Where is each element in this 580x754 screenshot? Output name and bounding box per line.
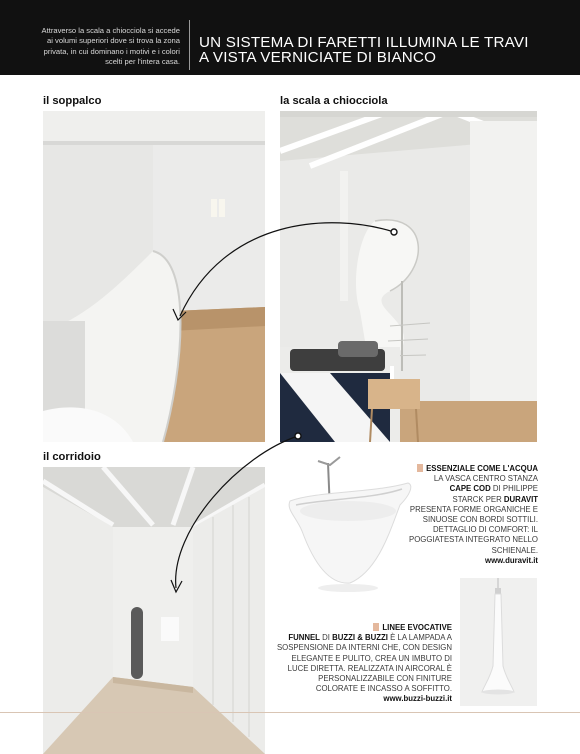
accent-bar (373, 623, 379, 631)
product-name: CAPE COD (449, 484, 491, 494)
caption-body: PRESENTA FORME ORGANICHE E SINUOSE CON BORDI SOTTILI. DETTAGLIO DI COMFORT: IL POGGIATESTA INTEGRATO NELLO SCHIENALE. (409, 504, 538, 555)
caption-by: DI (322, 633, 330, 643)
website-link[interactable]: www.duravit.it (485, 555, 538, 565)
section-label-soppalco: il soppalco (43, 95, 102, 107)
product-lamp-image (460, 578, 537, 706)
intro-text: Attraverso la scala a chiocciola si accede ai volumi superiori dove si trova la zona privata, in cui dominano i motivi e i colori scelti per l'intera casa. (41, 26, 180, 67)
caption-bathtub (400, 464, 538, 566)
caption-body: È LA LAMPADA A SOSPENSIONE DA INTERNI CHE, CON DESIGN ELEGANTE E PULITO, CREA UN IMBUTO DI LUCE DIRETTA. REALIZZATA IN AIRCORAL È PERSONALIZZABILE CON FINITURE COLORATE E INCASSO A SOFFITTO. (276, 633, 452, 694)
brand-name: BUZZI & BUZZI (332, 633, 388, 643)
caption-lamp (276, 623, 452, 705)
caption-line: LA VASCA CENTRO STANZA (433, 474, 538, 484)
caption-designer: STARCK PER (452, 494, 502, 504)
section-label-scala: la scala a chiocciola (280, 95, 388, 107)
photo-soppalco (43, 111, 265, 442)
header-band (0, 0, 580, 75)
website-link[interactable]: www.buzzi-buzzi.it (383, 694, 452, 704)
headline: UN SISTEMA DI FARETTI ILLUMINA LE TRAVI A VISTA VERNICIATE DI BIANCO (199, 34, 529, 66)
product-name: FUNNEL (288, 633, 320, 643)
photo-corridoio (43, 467, 265, 754)
brand-name: DURAVIT (503, 494, 538, 504)
caption-title: ESSENZIALE COME L'ACQUA (426, 464, 538, 473)
accent-bar (417, 464, 423, 472)
header-divider (189, 20, 190, 70)
caption-by: DI PHILIPPE (492, 484, 538, 494)
photo-scala (280, 111, 537, 442)
caption-title: LINEE EVOCATIVE (382, 623, 452, 632)
bottom-rule (0, 712, 580, 713)
section-label-corridoio: il corridoio (43, 451, 101, 463)
